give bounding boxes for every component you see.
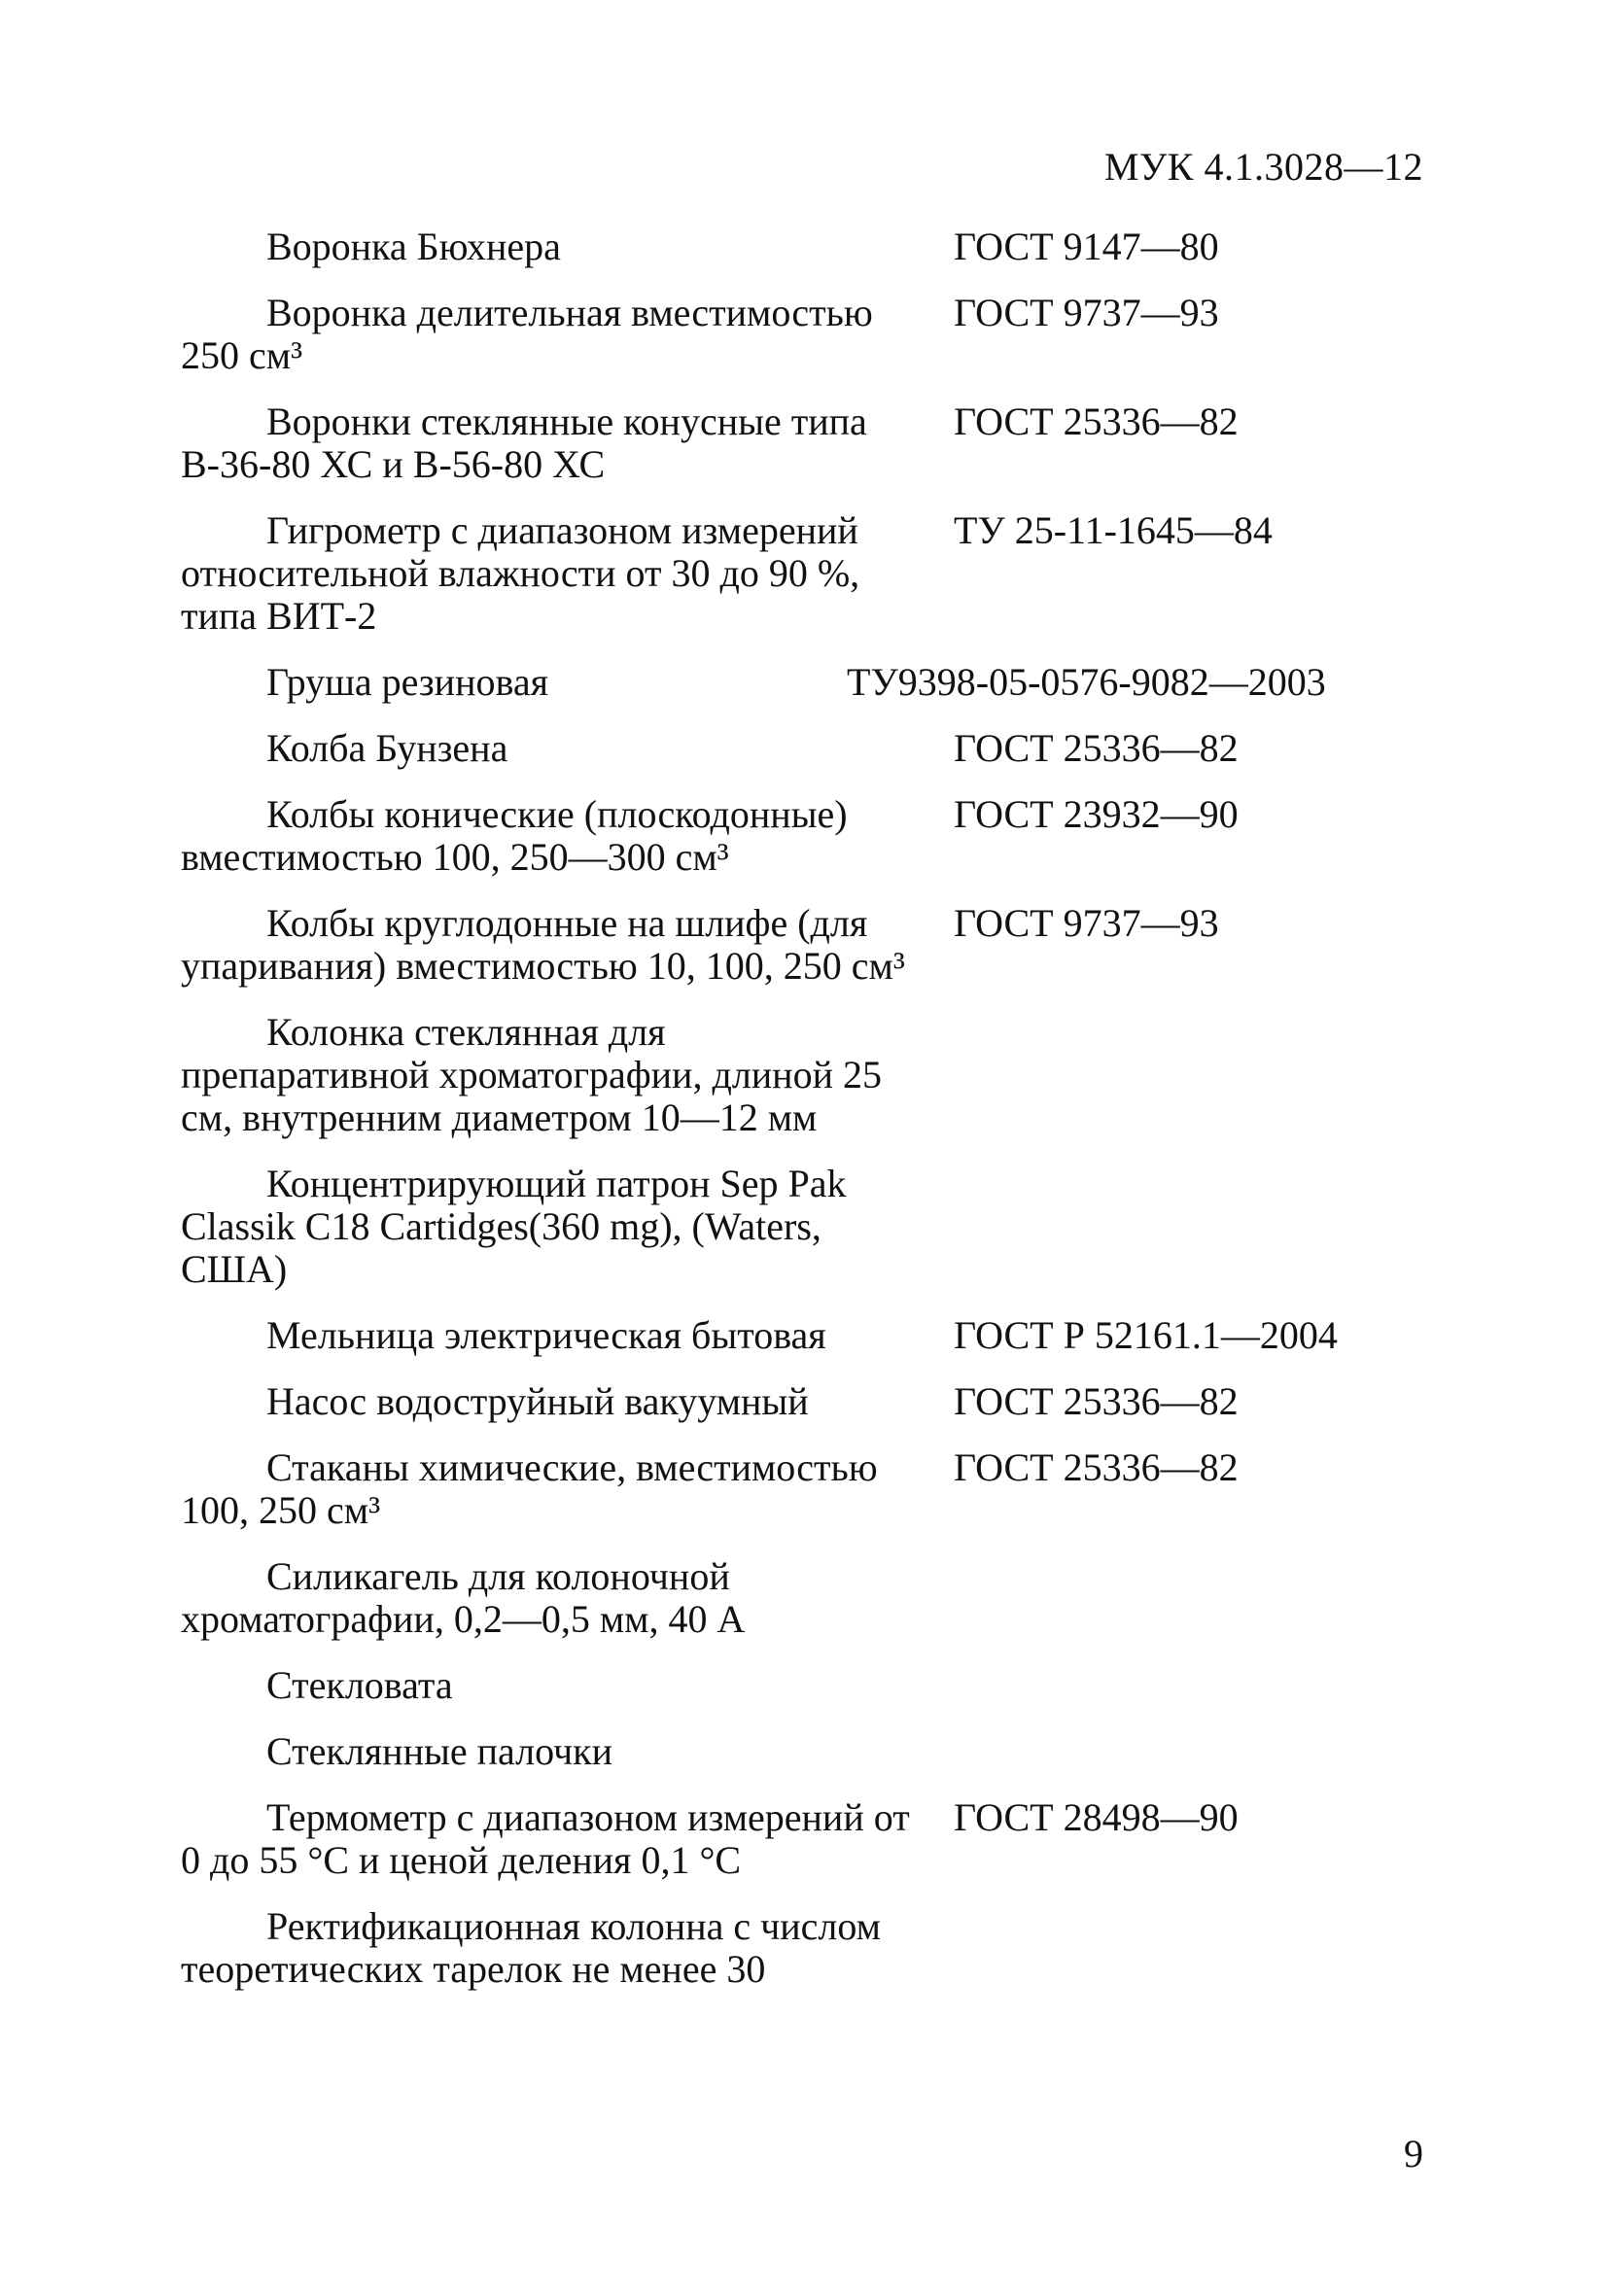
document-code: МУК 4.1.3028—12 [1103,145,1423,189]
item-description: Силикагель для колоночной хроматографии, 0,2—0,5 мм, 40 А [181,1554,746,1641]
list-item [181,509,1435,638]
item-description: Груша резиновая [266,660,548,704]
item-description: Стеклянные палочки [266,1729,613,1773]
list-item [181,1314,1435,1357]
item-description: Воронка Бюхнера [266,225,561,268]
item-standard: ГОСТ 9737—93 [954,901,1219,945]
item-description: Гигрометр с диапазоном измерений относительной влажности от 30 до 90 %, типа ВИТ-2 [181,508,860,638]
item-standard [954,1555,1435,1641]
item-standard [954,1664,1435,1707]
item-standard: ТУ 25-11-1645—84 [954,508,1273,552]
list-item [181,1380,1435,1423]
item-standard [954,1730,1435,1773]
list-item [181,226,1435,268]
item-standard: ГОСТ Р 52161.1—2004 [954,1313,1338,1357]
item-description: Стаканы химические, вместимостью 100, 250 см³ [181,1445,878,1532]
item-standard [954,1163,1435,1291]
item-description: Колбы круглодонные на шлифе (для упаривания) вместимостью 10, 100, 250 см³ [181,901,905,988]
item-standard [954,1905,1435,1991]
list-item [181,727,1435,770]
list-item [181,292,1435,377]
list-item [181,1446,1435,1532]
item-standard: ТУ9398-05-0576-9082—2003 [847,660,1326,704]
list-item [181,1664,1435,1707]
item-description: Колба Бунзена [266,726,508,770]
item-standard: ГОСТ 25336—82 [954,726,1239,770]
list-item [181,400,1435,486]
item-standard: ГОСТ 25336—82 [954,400,1239,443]
item-standard: ГОСТ 25336—82 [954,1445,1239,1489]
list-item [181,793,1435,879]
list-item [181,661,1435,704]
page-number: 9 [1404,2132,1423,2175]
item-standard: ГОСТ 9737—93 [954,291,1219,334]
list-item [181,1730,1435,1773]
item-description: Воронка делительная вместимостью 250 см³ [181,291,873,377]
item-description: Термометр с диапазоном измерений от 0 до 55 °С и ценой деления 0,1 °С [181,1795,910,1882]
item-description: Концентрирующий патрон Sep Pak Classik C18 Cartidges(360 mg), (Waters, США) [181,1162,847,1291]
item-standard: ГОСТ 25336—82 [954,1379,1239,1423]
item-description: Стекловата [266,1663,453,1707]
item-standard: ГОСТ 9147—80 [954,225,1219,268]
item-standard: ГОСТ 23932—90 [954,792,1239,836]
list-item [181,1555,1435,1641]
list-item [181,1163,1435,1291]
equipment-list [181,226,1435,2014]
item-description: Ректификационная колонна с числом теоретических тарелок не менее 30 [181,1904,881,1991]
list-item [181,1905,1435,1991]
item-description: Колонка стеклянная для препаративной хроматографии, длиной 25 см, внутренним диаметром 10—12 мм [181,1010,882,1139]
item-standard [954,1011,1435,1139]
list-item [181,902,1435,988]
item-description: Мельница электрическая бытовая [266,1313,826,1357]
item-description: Воронки стеклянные конусные типа В-36-80 ХС и В-56-80 ХС [181,400,867,486]
item-standard: ГОСТ 28498—90 [954,1795,1239,1839]
item-description: Насос водоструйный вакуумный [266,1379,809,1423]
list-item [181,1011,1435,1139]
list-item [181,1796,1435,1882]
item-description: Колбы конические (плоскодонные) вместимостью 100, 250—300 см³ [181,792,848,879]
